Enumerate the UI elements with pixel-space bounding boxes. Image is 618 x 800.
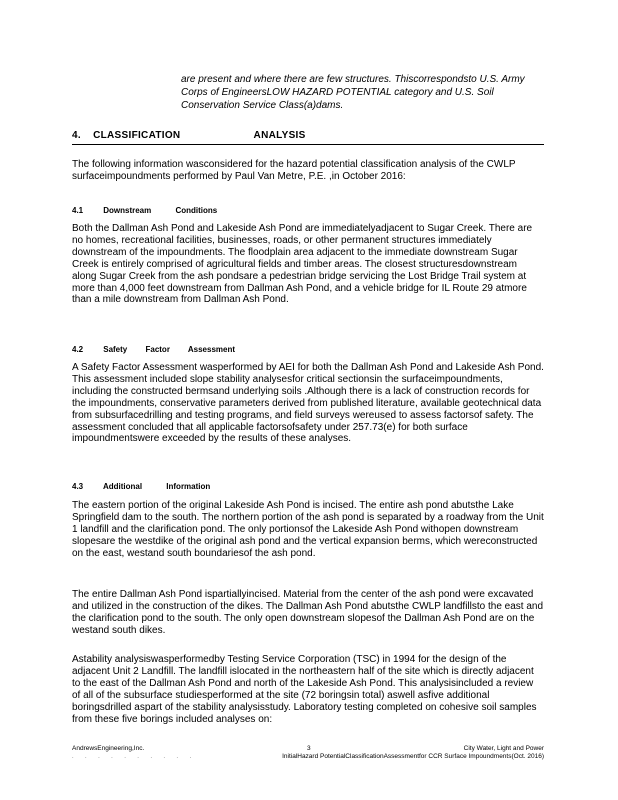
subsection-number: 4.2 [72,345,84,354]
section-title-word2: ANALYSIS [253,130,306,141]
paragraph-safety-factor: A Safety Factor Assessment wasperformed by AEI for both the Dallman Ash Pond and Lakeside Ash Pond. This assessment included slope stability analysesfor critical sectionsin the surfaceimpoundments, including the constructed bermsand underlying soils .Although there is a lack of construction records for the impoundments, conservative parameters derived from published literature, available geotechnical data from subsurfacedrilling and testing programs, and field surveys wereused to assess factorsof safety. The assessment concluded that all applicable factorsofsafety under 257.73(e) for both surface impoundmentswere exceeded by the results of these analyses. [72,362,544,445]
subsection-heading-4-1 [72,206,544,216]
paragraph-additional-info-2: The entire Dallman Ash Pond ispartiallyincised. Material from the center of the ash pond were excavated and utilized in the construction of the dikes. The Dallman Ash Pond abutsthe CWLP landfillsto the east and the clarification pond to the south. The only open downstream slopesof the Dallman Ash Pond are on the westand south dikes. [72,589,544,636]
subsection-title-part: Information [166,482,211,491]
footer-client: City Water, Light and Power [463,745,544,752]
footer-company: AndrewsEngineering,Inc. [72,745,145,752]
section-title-word1: CLASSIFICATION [93,130,181,141]
paragraph-additional-info-1: The eastern portion of the original Lakeside Ash Pond is incised. The entire ash pond abutsthe Lake Springfield dam to the south. The northern portion of the ash pond is separated by a roadway from the Unit 1 landfill and the clarification pond. The only portionsof the Lakeside Ash Pond withopen downstream slopesare the westdike of the original ash pond and the vertical expansion berms, which wereconstructed on the east, westand south boundariesof the ash pond. [72,500,544,559]
subsection-title-part: Safety [103,345,128,354]
subsection-title-part: Factor [145,345,170,354]
subsection-number: 4.1 [72,206,84,215]
footer-document-title: InitialHazard PotentialClassificationAssessmentfor CCR Surface Impoundments(Oct. 2016) [282,753,544,760]
section-number: 4. [72,130,81,141]
subsection-title-part: Additional [102,482,143,491]
section-heading [72,130,544,145]
paragraph-additional-info-3: Astability analysiswasperformedby Testing Service Corporation (TSC) in 1994 for the design of the adjacent Unit 2 Landfill. The landfill islocated in the northeastern half of the site which is directly adjacent to the east of the Dallman Ash Pond and north of the Lakeside Ash Pond. This analysisincluded a review of all of the subsurface studiesperformed at the site (72 boringsin total) aswell asfive additional boringsdrilled aspart of the stability analysisstudy. Laboratory testing completed on cohesive soil samples from these five borings included analyses on: [72,654,537,725]
section-intro-paragraph: The following information wasconsidered for the hazard potential classification analysis of the CWLP surfaceimpoundments performed by Paul Van Metre, P.E. ,in October 2016: [72,159,516,182]
intro-paragraph: are present and where there are few structures. Thiscorrespondsto U.S. Army Corps of EngineersLOW HAZARD POTENTIAL category and U.S. Soil Conservation Service Class(a)dams. [181,74,525,111]
subsection-number: 4.3 [72,482,84,491]
paragraph-downstream-conditions: Both the Dallman Ash Pond and Lakeside Ash Pond are immediatelyadjacent to Sugar Creek. There are no homes, recreational facilities, businesses, roads, or other permanent structures immediately downstream of the impoundments. The floodplain area adjacent to the immediate downstream Sugar Creek is entirely comprised of agricultural fields and timber areas. The closest structuresdownstream along Sugar Creek from the ash pondsare a pedestrian bridge servicing the Lost Bridge Trail system at more than 4,000 feet downstream from Dallman Ash Pond, and a vehicle bridge for IL Route 29 atmore than a mile downstream from Dallman Ash Pond. [72,223,533,306]
subsection-title-part: Assessment [187,345,236,354]
footer-page-number: 3 [307,745,311,752]
subsection-heading-4-3 [72,482,544,492]
subsection-title-part: Downstream [103,206,152,215]
subsection-title-part: Conditions [175,206,218,215]
subsection-heading-4-2 [72,345,544,355]
footer-dots-decoration: · · · · · · · · · · [72,755,197,761]
